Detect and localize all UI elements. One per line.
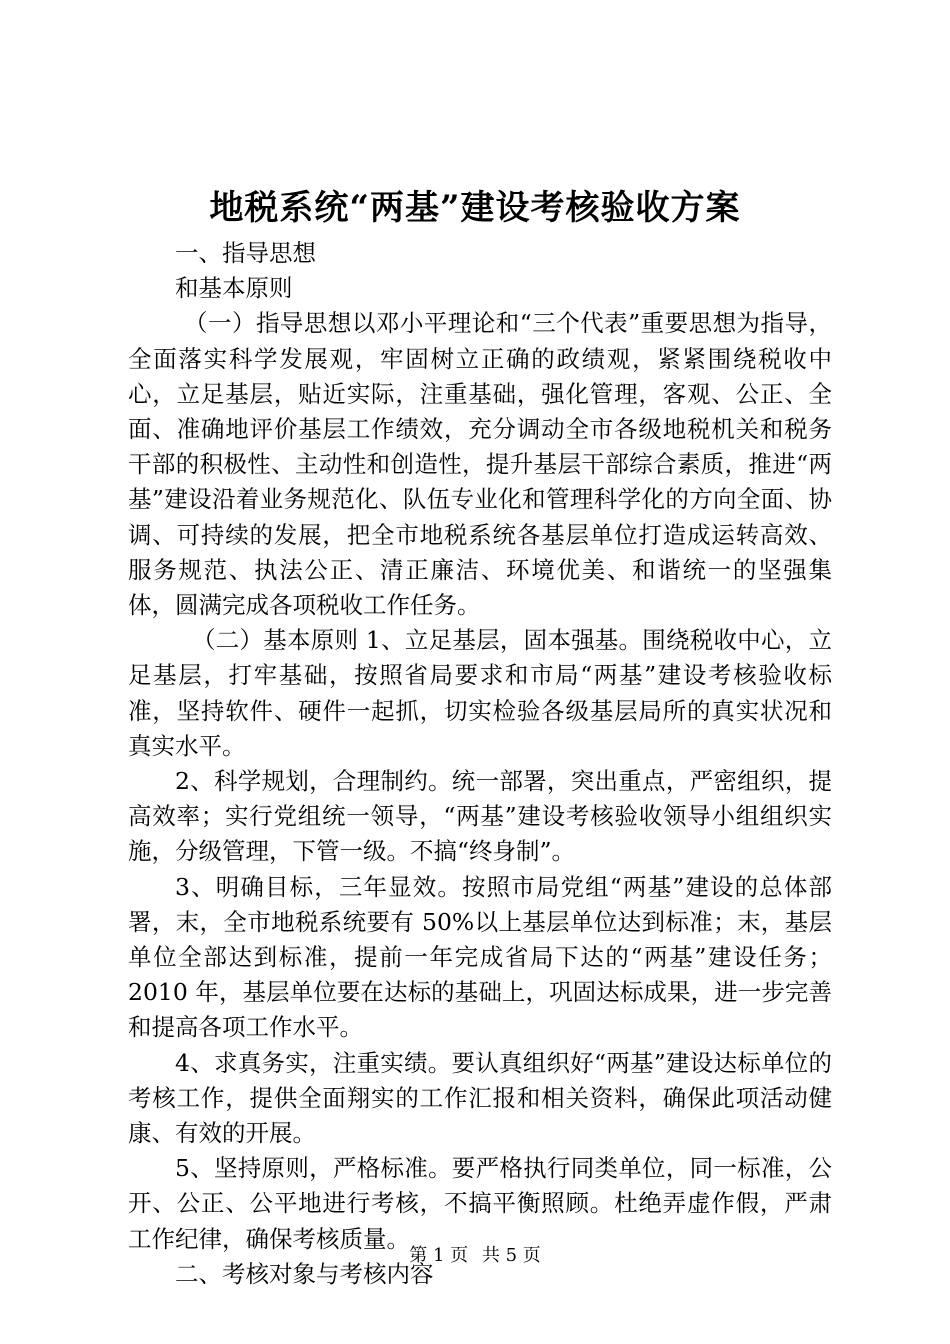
heading-guiding-thought: 一、指导思想 — [175, 239, 316, 267]
heading-basic-principles: 和基本原则 — [175, 274, 293, 303]
paragraph-principle-5: 5、坚持原则，严格标准。要严格执行同类单位，同一标准，公开、公正、公平地进行考核，不搞平衡照顾。杜绝弄虚作假，严肃工作纪律，确保考核质量。 — [128, 1154, 832, 1253]
page-number: 第 1 页 — [409, 1245, 469, 1266]
document-title: 地税系统“两基”建设考核验收方案 — [209, 188, 741, 228]
paragraph-principle-3: 3、明确目标，三年显效。按照市局党组“两基”建设的总体部署，末，全市地税系统要有 50%以上基层单位达到标准；末，基层单位全部达到标准，提前一年完成省局下达的“两基”建设任务；2010 年，基层单位要在达标的基础上，巩固达标成果，进一步完善和提高各项工作水平。 — [128, 872, 832, 1042]
document-body — [128, 236, 832, 1292]
heading-assessment-targets: 二、考核对象与考核内容 — [175, 1259, 434, 1288]
page-footer — [0, 1244, 950, 1268]
paragraph-principle-2: 2、科学规划，合理制约。统一部署，突出重点，严密组织，提高效率；实行党组统一领导，“两基”建设考核验收领导小组组织实施，分级管理，下管一级。不搞“终身制”。 — [128, 767, 832, 866]
page-total: 共 5 页 — [481, 1245, 541, 1266]
paragraph-principle-4: 4、求真务实，注重实绩。要认真组织好“两基”建设达标单位的考核工作，提供全面翔实的工作汇报和相关资料，确保此项活动健康、有效的开展。 — [128, 1048, 832, 1148]
paragraph-guiding-thought: （一）指导思想以邓小平理论和“三个代表”重要思想为指导，全面落实科学发展观，牢固树立正确的政绩观，紧紧围绕税收中心，立足基层，贴近实际，注重基础，强化管理，客观、公正、全面、准确地评价基层工作绩效，充分调动全市各级地税机关和税务干部的积极性、主动性和创造性，提升基层干部综合素质，推进“两基”建设沿着业务规范化、队伍专业化和管理科学化的方向全面、协调、可持续的发展，把全市地税系统各基层单位打造成运转高效、服务规范、执法公正、清正廉洁、环境优美、和谐统一的坚强集体，圆满完成各项税收工作任务。 — [128, 309, 832, 620]
paragraph-basic-principles: （二）基本原则 1、立足基层，固本强基。围绕税收中心，立足基层，打牢基础，按照省局要求和市局“两基”建设考核验收标准，坚持软件、硬件一起抓，切实检验各级基层局所的真实状况和真实水平。 — [128, 626, 832, 760]
